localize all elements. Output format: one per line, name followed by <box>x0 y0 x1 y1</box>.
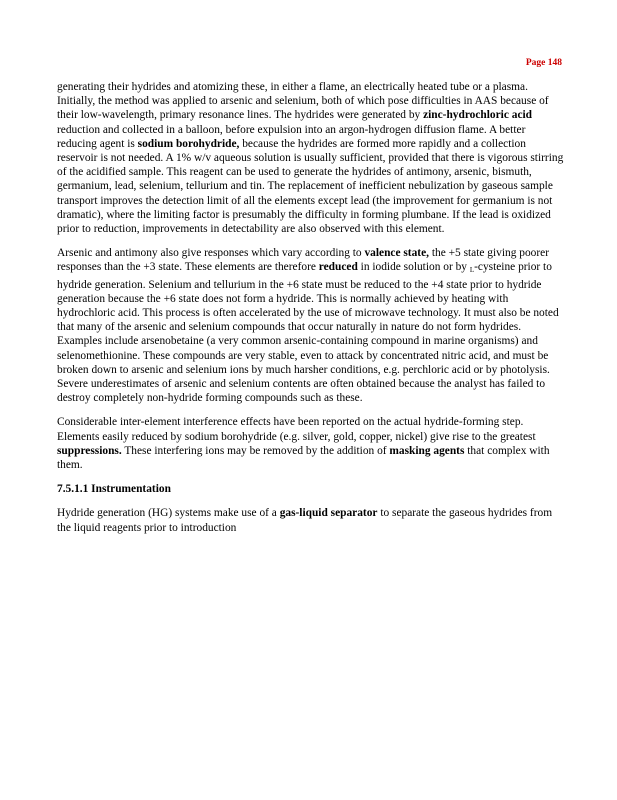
text-run: to separate the gaseous hydrides from the liquid reagents prior to introduction <box>57 507 553 534</box>
paragraph-hydride-generation <box>57 80 567 236</box>
text-run: the +5 state giving poorer responses than the +3 state. These elements are therefore <box>57 247 549 274</box>
bold-term: suppressions. <box>57 444 122 457</box>
text-run: that complex with them. <box>57 444 550 472</box>
paragraph-interference <box>57 415 567 472</box>
text-run: generating their hydrides and atomizing these, in either a flame, an electrically heated tube or a plasma. Initially, the method was applied to arsenic and selenium, both of which pose difficulties in AAS because of their low-wavelength, primary resonance lines. The hydrides were generated by <box>57 81 549 122</box>
text-run: Considerable inter-element interference effects have been reported on the actual hydride-forming step. Elements easily reduced by sodium borohydride (e.g. silver, gold, copper, nickel) give rise to the greatest <box>57 416 536 443</box>
text-run: in iodide solution or by <box>357 261 470 274</box>
text-run: -cysteine prior to hydride generation. Selenium and tellurium in the +6 state must be reduced to the +4 state prior to hydride generation because the +6 state does not form a hydride. This is normally achieved by heating with hydrochloric acid. This process is often accelerated by the use of microwave technology. It must also be noted that many of the arsenic and selenium compounds that occur naturally in nature do not form hydrides. Examples include arsenobetaine (a very common arsenic-containing compound in marine organisms) and selenomethionine. These compounds are very stable, even to attack by concentrated nitric acid, and must be broken down to arsenic and selenium ions by much harsher conditions, e.g. perchloric acid or by photolysis. Severe underestimates of arsenic and selenium contents are often obtained because the analyst has failed to destroy completely non-hydride forming compounds such as these. <box>57 261 559 405</box>
page-content <box>57 80 567 545</box>
bold-term: valence state, <box>364 247 429 260</box>
paragraph-instrumentation <box>57 506 567 534</box>
bold-term: zinc-hydrochloric acid <box>423 109 533 122</box>
text-run: These interfering ions may be removed by the addition of <box>121 444 390 457</box>
text-run: reduction and collected in a balloon, before expulsion into an argon-hydrogen diffusion flame. A better reducing agent is <box>57 123 526 150</box>
bold-term: sodium borohydride, <box>137 137 240 150</box>
text-run: Arsenic and antimony also give responses which vary according to <box>57 247 365 260</box>
section-heading: 7.5.1.1 Instrumentation <box>57 483 171 496</box>
page-number: Page 148 <box>525 58 562 68</box>
paragraph-valence-state <box>57 246 567 405</box>
text-run: Hydride generation (HG) systems make use of a <box>57 507 280 520</box>
bold-term: gas-liquid separator <box>279 507 378 520</box>
bold-term: masking agents <box>389 444 465 457</box>
text-run: because the hydrides are formed more rapidly and a collection reservoir is not needed. A 1% w/v aqueous solution is usually sufficient, provided that there is vigorous stirring of the acidified sample. This reagent can be used to generate the hydrides of antimony, arsenic, bismuth, germanium, lead, selenium, tellurium and tin. The replacement of inefficient nebulization by gaseous sample transport improves the detection limit of all the elements except lead (the improvement for germanium is not dramatic), where the limiting factor is presumably the difficulty in forming plumbane. If the lead is oxidized prior to reduction, improvements in detectability are also observed with this element. <box>57 137 564 236</box>
bold-term: reduced <box>318 261 358 274</box>
small-prefix: L <box>469 266 475 275</box>
